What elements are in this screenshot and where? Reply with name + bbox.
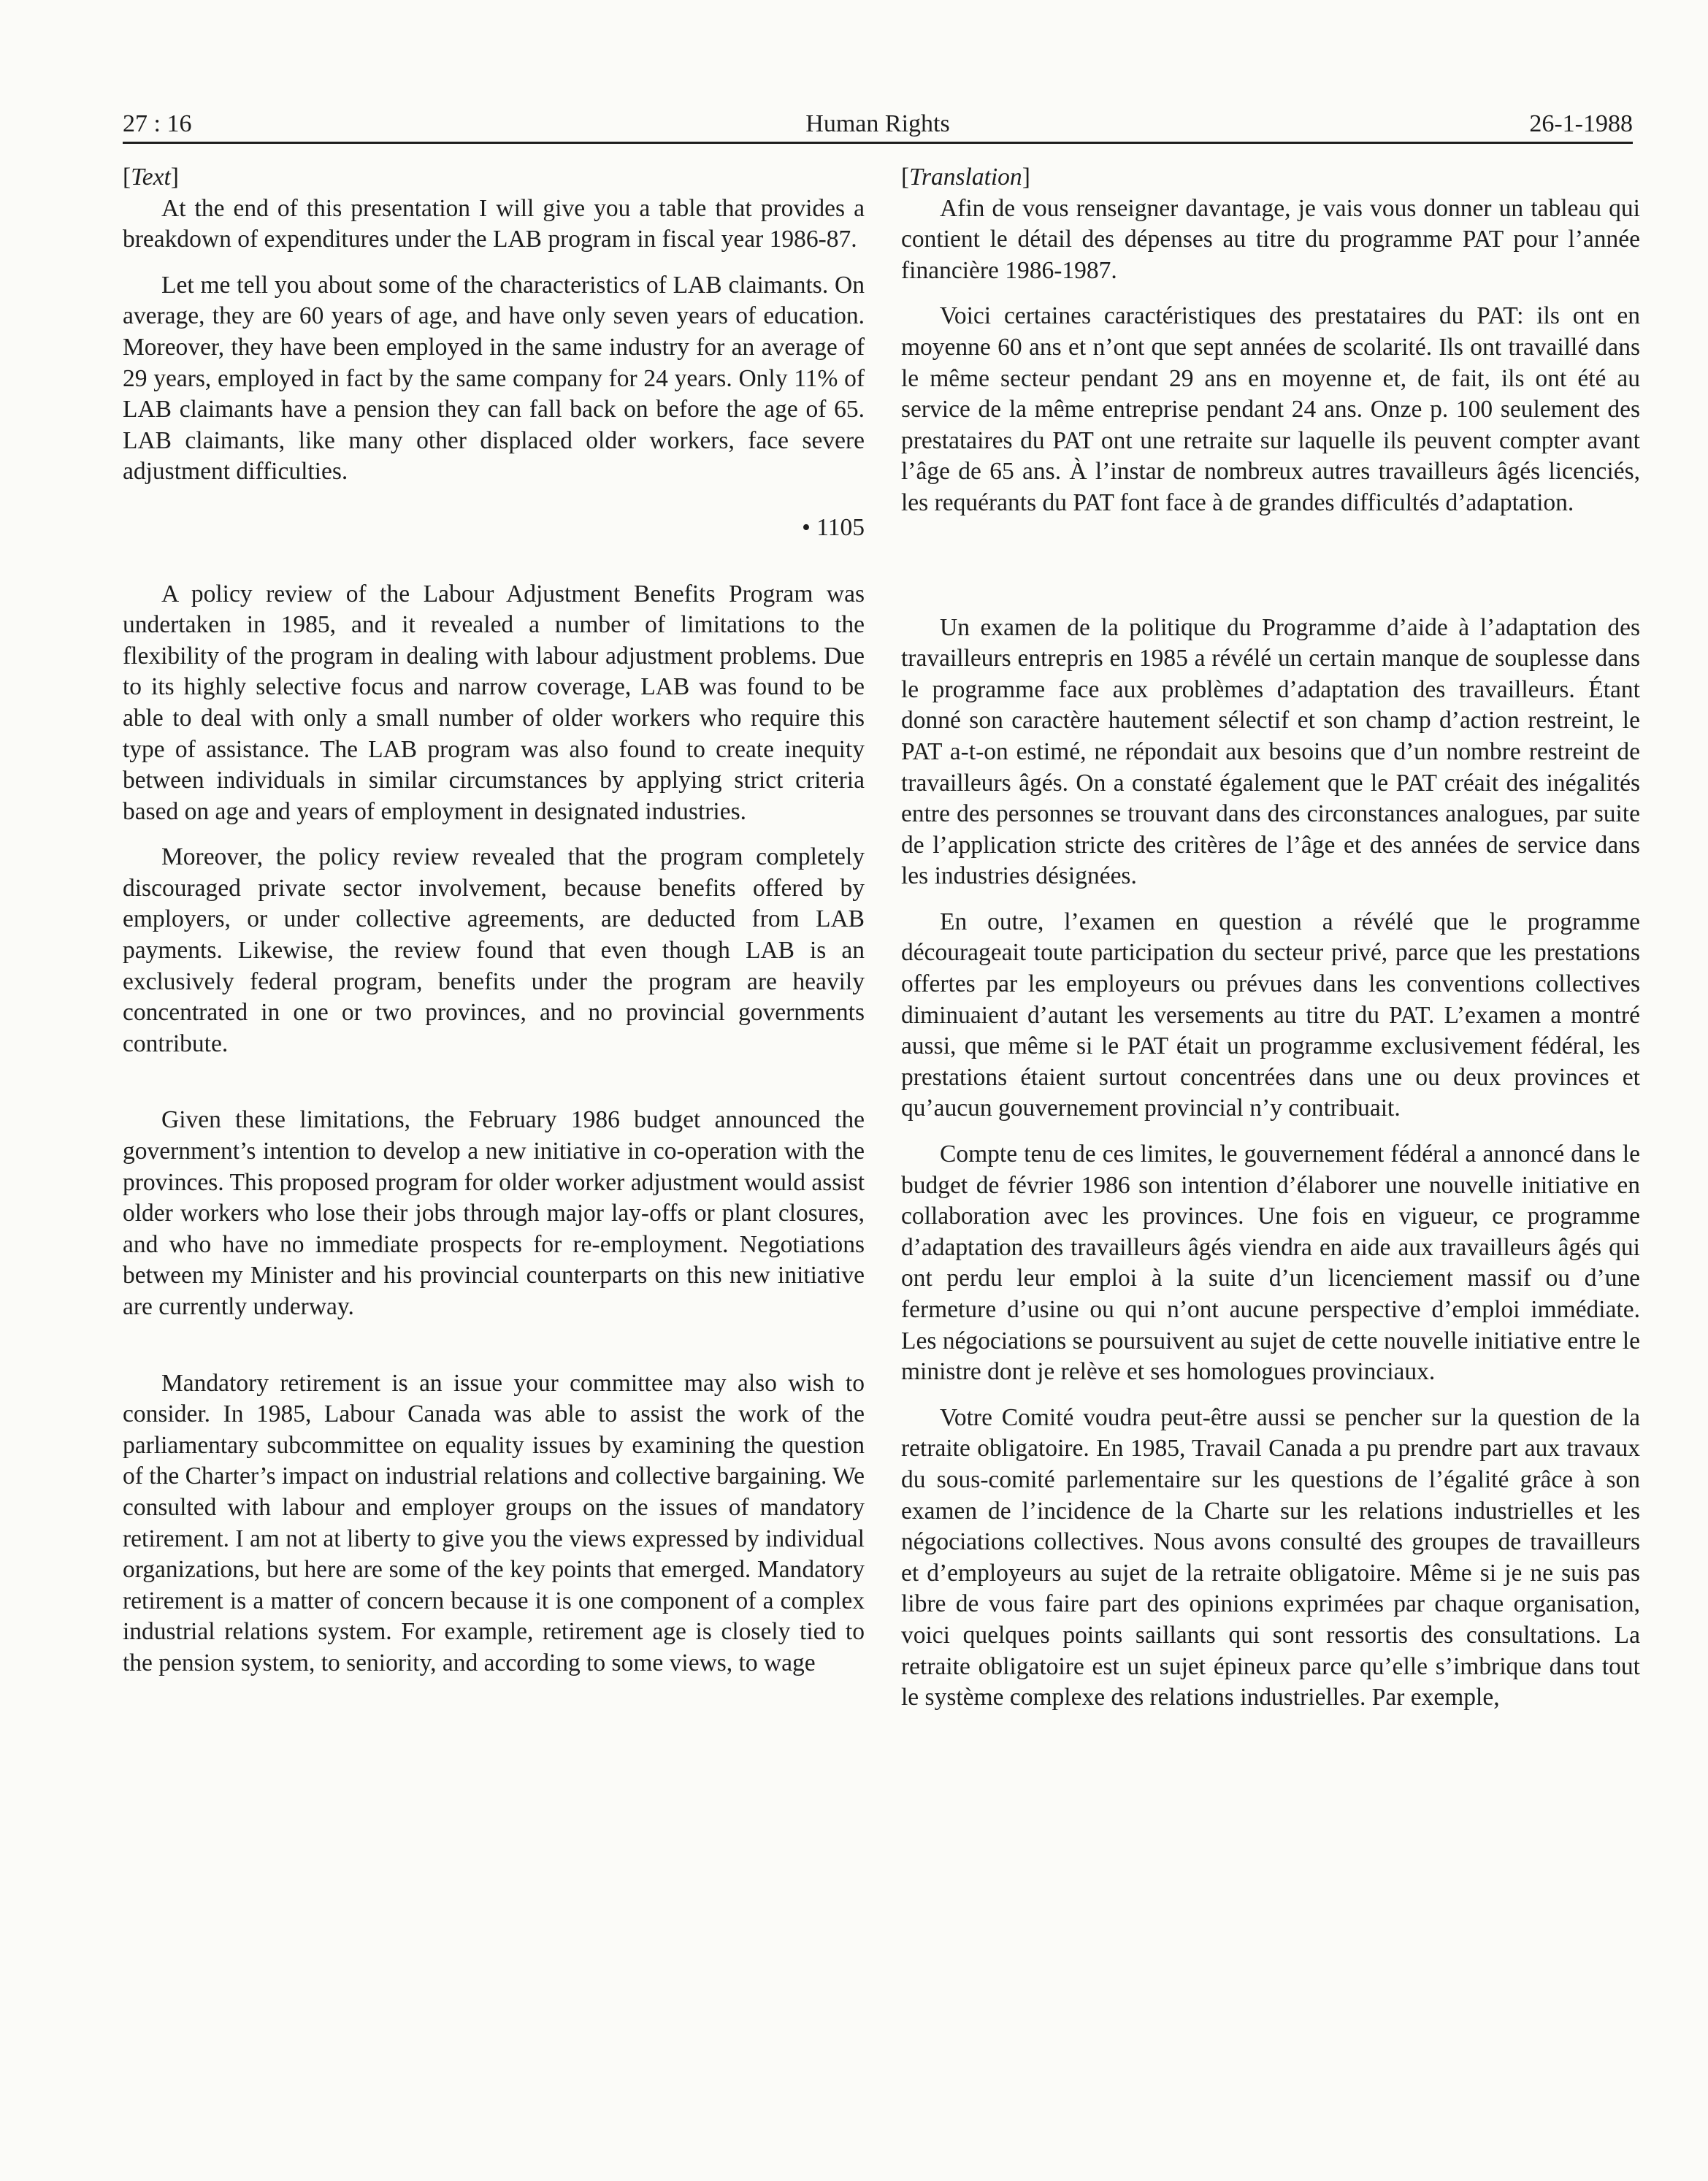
page-number: 27 : 16 xyxy=(123,110,192,137)
english-paragraph-6: Mandatory retirement is an issue your committee may also wish to consider. In 1985, Labour Canada was able to assist the work of the parliamentary subcommittee on equality issues by examining the question of the Charter’s impact on industrial relations and collective bargaining. We consulted with labour and employer groups on the issues of mandatory retirement. I am not at liberty to give you the views expressed by individual organizations, but here are some of the key points that emerged. Mandatory retirement is a matter of concern because it is one component of a complex industrial relations system. For example, retirement age is closely tied to the pension system, to seniority, and according to some views, to wage xyxy=(123,1369,865,1676)
french-paragraph-1: Afin de vous renseigner davantage, je vais vous donner un tableau qui contient le détail des dépenses au titre du programme PAT pour l’année financière 1986-1987. xyxy=(901,194,1640,284)
page-header xyxy=(123,107,1633,142)
time-marker: • 1105 xyxy=(802,513,865,541)
running-title: Human Rights xyxy=(805,110,950,137)
english-paragraph-3: A policy review of the Labour Adjustment Benefits Program was undertaken in 1985, and it revealed a number of limitations to the flexibility of the program in dealing with labour adjustment problems. Due to its highly selective focus and narrow coverage, LAB was found to be able to deal with only a small number of older workers who require this type of assistance. The LAB program was also found to create inequity between individuals in similar circumstances by applying strict criteria based on age and years of employment in designated industries. xyxy=(123,580,865,825)
english-paragraph-1: At the end of this presentation I will give you a table that provides a breakdown of expenditures under the LAB program in fiscal year 1986-87. xyxy=(123,194,865,253)
english-paragraph-4: Moreover, the policy review revealed that the program completely discouraged private sector involvement, because benefits offered by employers, or under collective agreements, are deducted from LAB payments. Likewise, the review found that even though LAB is an exclusively federal program, benefits under the program are heavily concentrated in one or two provinces, and no provincial governments contribute. xyxy=(123,843,865,1057)
french-column xyxy=(901,162,1640,1714)
english-paragraph-2: Let me tell you about some of the characteristics of LAB claimants. On average, they are 60 years of age, and have only seven years of education. Moreover, they have been employed in the same industry for an average of 29 years, employed in fact by the same company for 24 years. Only 11% of LAB claimants have a pension they can fall back on before the age of 65. LAB claimants, like many other displaced older workers, face severe adjustment difficulties. xyxy=(123,271,865,486)
french-paragraph-3: Un examen de la politique du Programme d’aide à l’adaptation des travailleurs entrepris en 1985 a révélé un certain manque de souplesse dans le programme face aux problèmes d’adaptation des travailleurs. Étant donné son caractère hautement sélectif et son champ d’action restreint, le PAT a-t-on estimé, ne répondait aux besoins que d’un nombre restreint de travailleurs âgés. On a constaté également que le PAT créait des inégalités entre des personnes se trouvant dans des circonstances analogues, par suite de l’application stricte des critères de l’âge et des années de service dans les industries désignées. xyxy=(901,613,1640,890)
french-paragraph-5: Compte tenu de ces limites, le gouvernement fédéral a annoncé dans le budget de février 1986 son intention d’élaborer une nouvelle initiative en collaboration avec les provinces. Une fois en vigueur, ce programme d’adaptation des travailleurs âgés viendra en aide aux travailleurs âgés qui ont perdu leur emploi à la suite d’un licenciement massif ou d’une fermeture d’usine ou qui n’ont aucune perspective d’emploi immédiate. Les négociations se poursuivent au sujet de cette nouvelle initiative entre le ministre dont je relève et ses homologues provinciaux. xyxy=(901,1141,1640,1386)
french-label: [Translation] xyxy=(901,164,1030,191)
header-date: 26-1-1988 xyxy=(1529,110,1633,137)
french-paragraph-2: Voici certaines caractéristiques des prestataires du PAT: ils ont en moyenne 60 ans et n’ont que sept années de scolarité. Ils ont travaillé dans le même secteur pendant 29 ans en moyenne et, de fait, ils ont été au service de la même entreprise pendant 24 ans. Onze p. 100 seulement des prestataires du PAT ont une retraite sur laquelle ils peuvent compter avant l’âge de 65 ans. À l’instar de nombreux autres travailleurs âgés licenciés, les requérants du PAT font face à de grandes difficultés d’adaptation. xyxy=(901,302,1640,516)
english-label: [Text] xyxy=(123,164,179,191)
header-rule xyxy=(123,142,1633,144)
french-paragraph-6: Votre Comité voudra peut-être aussi se pencher sur la question de la retraite obligatoire. En 1985, Travail Canada a pu prendre part aux travaux du sous-comité parlementaire sur les questions de l’égalité grâce à son examen de l’incidence de la Charte sur les relations industrielles et les négociations collectives. Nous avons consulté des groupes de travailleurs et d’employeurs au sujet de la retraite obligatoire. Même si je ne suis pas libre de vous faire part des opinions exprimées par chaque organisation, voici quelques points saillants qui sont ressortis des consultations. La retraite obligatoire est un sujet épineux parce qu’elle s’imbrique dans tout le système complexe des relations industrielles. Par exemple, xyxy=(901,1403,1640,1712)
french-paragraph-4: En outre, l’examen en question a révélé que le programme décourageait toute participation du secteur privé, parce que les prestations offertes par les employeurs ou prévues dans les conventions collectives diminuaient d’autant les versements au titre du PAT. L’examen a montré aussi, que même si le PAT était un programme exclusivement fédéral, les prestations étaient surtout concentrées dans une ou deux provinces et qu’aucun gouvernement provincial n’y contribuait. xyxy=(901,908,1640,1122)
english-paragraph-5: Given these limitations, the February 1986 budget announced the government’s intention to develop a new initiative in co-operation with the provinces. This proposed program for older worker adjustment would assist older workers who lose their jobs through major lay-offs or plant closures, and who have no immediate prospects for re-employment. Negotiations between my Minister and his provincial counterparts on this new initiative are currently underway. xyxy=(123,1106,865,1320)
english-column xyxy=(123,162,865,1679)
